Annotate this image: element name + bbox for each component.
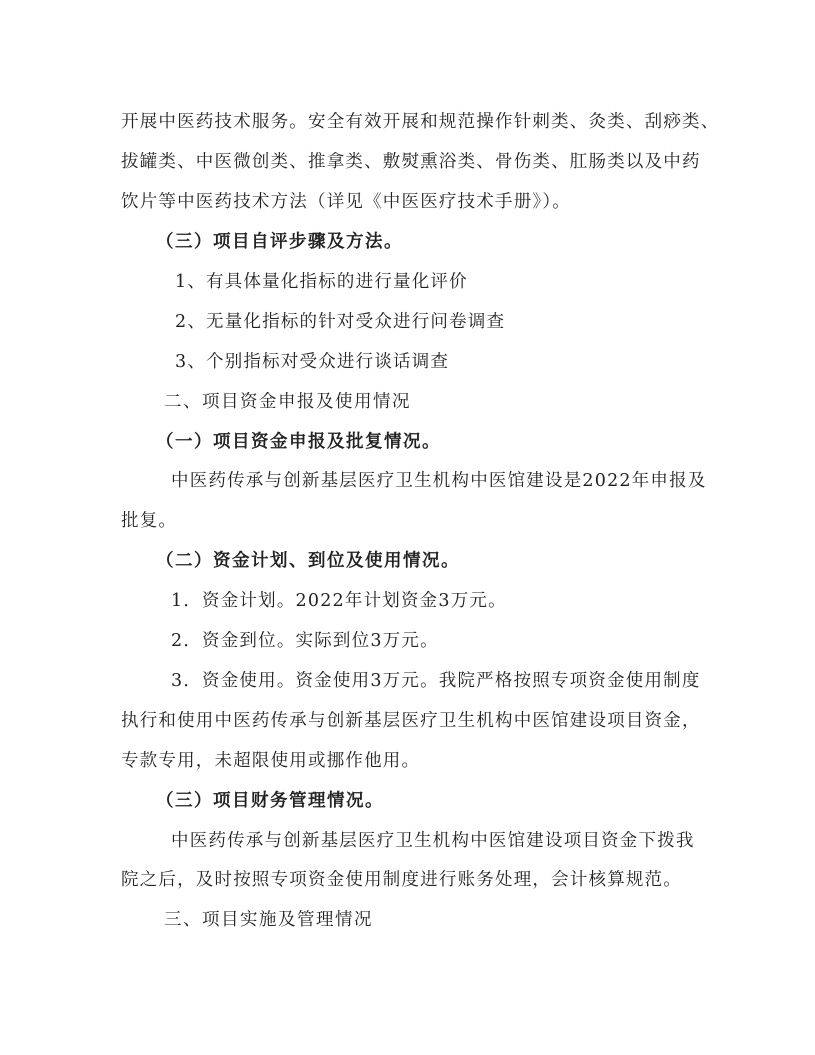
list-item: 3．资金使用。资金使用3万元。我院严格按照专项资金使用制度 xyxy=(171,671,701,691)
body-text-line: 专款专用，未超限使用或挪作他用。 xyxy=(121,751,421,771)
body-text-line: 中医药传承与创新基层医疗卫生机构中医馆建设项目资金下拨我 xyxy=(171,831,695,851)
section-heading: （三）项目自评步骤及方法。 xyxy=(156,232,403,252)
list-item: 2、无量化指标的针对受众进行问卷调查 xyxy=(175,312,506,332)
chapter-heading: 三、项目实施及管理情况 xyxy=(164,910,373,930)
body-text-line: 饮片等中医药技术方法（详见《中医医疗技术手册》）。 xyxy=(121,192,571,212)
body-text-line: 中医药传承与创新基层医疗卫生机构中医馆建设是2022年申报及 xyxy=(171,471,707,491)
list-item: 1．资金计划。2022年计划资金3万元。 xyxy=(171,591,507,611)
list-item: 1、有具体量化指标的进行量化评价 xyxy=(175,272,468,292)
chapter-heading: 二、项目资金申报及使用情况 xyxy=(164,392,411,412)
section-heading: （三）项目财务管理情况。 xyxy=(156,791,384,811)
list-item: 3、个别指标对受众进行谈话调查 xyxy=(175,352,450,372)
body-text-line: 开展中医药技术服务。安全有效开展和规范操作针刺类、灸类、刮痧类、 xyxy=(121,112,720,132)
body-text-line: 院之后，及时按照专项资金使用制度进行账务处理，会计核算规范。 xyxy=(121,870,682,890)
section-heading: （一）项目资金申报及批复情况。 xyxy=(156,432,441,452)
body-text-line: 执行和使用中医药传承与创新基层医疗卫生机构中医馆建设项目资金， xyxy=(121,711,701,731)
body-text-line: 拔罐类、中医微创类、推拿类、敷熨熏浴类、骨伤类、肛肠类以及中药 xyxy=(121,152,701,172)
section-heading: （二）资金计划、到位及使用情况。 xyxy=(156,551,460,571)
list-item: 2．资金到位。实际到位3万元。 xyxy=(171,631,439,651)
body-text-line: 批复。 xyxy=(121,511,178,531)
